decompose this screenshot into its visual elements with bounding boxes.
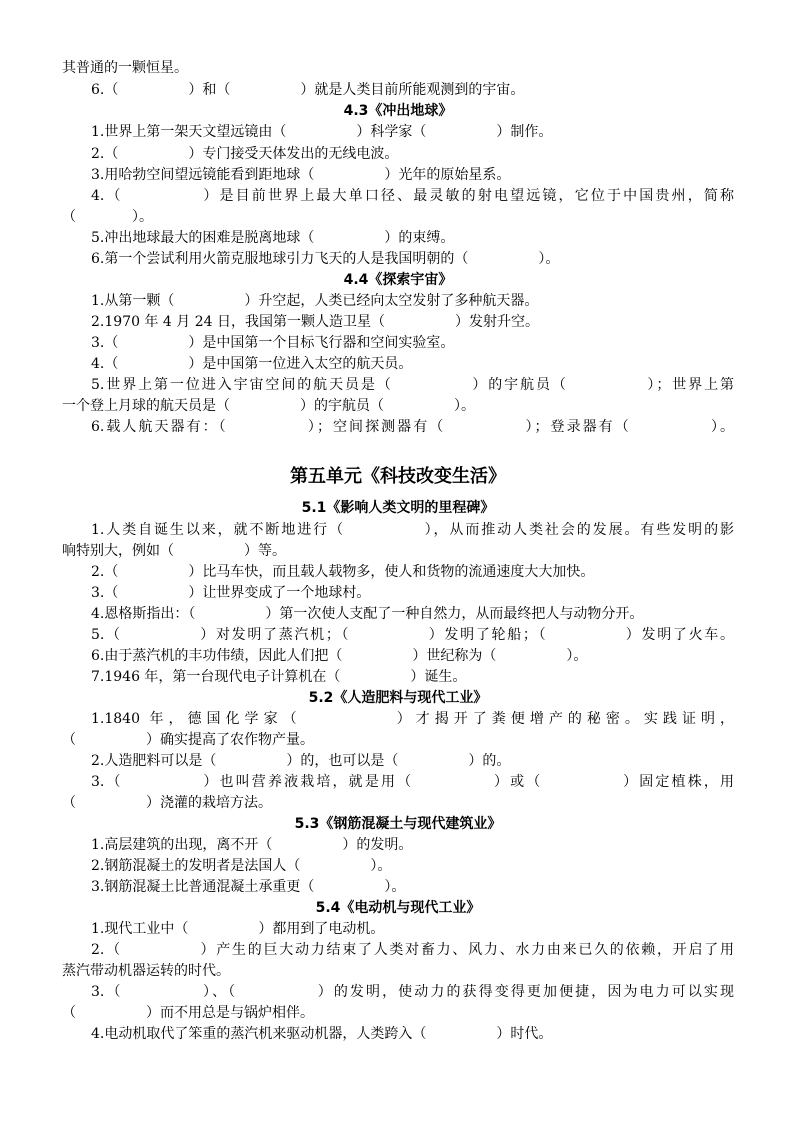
question-4-engels: 4.恩格斯指出：（ ）第一次使人支配了一种自然力，从而最终把人与动物分开。 xyxy=(91,606,644,622)
question-6-spacecraft: 6.载人航天器有：（ ）；空间探测器有（ ）；登录器有（ ）。 xyxy=(91,419,734,435)
question-1-invention: 1.人类自诞生以来，就不断地进行（ ），从而推动人类社会的发展。有些发明的影 xyxy=(91,522,734,538)
question-2-faster: 2.（ ）比马车快，而且载人载物多，使人和货物的流通速度大大加快。 xyxy=(91,564,595,580)
question-2-inventor: 2.钢筋混凝土的发明者是法国人（ ）。 xyxy=(91,858,392,874)
question-1-telescope: 1.世界上第一架天文望远镜由（ ）科学家（ ）制作。 xyxy=(91,124,553,140)
question-3-hubble: 3.用哈勃空间望远镜能看到距地球（ ）光年的原始星系。 xyxy=(91,167,511,183)
question-1-satellite: 1.从第一颗（ ）升空起，人类已经向太空发射了多种航天器。 xyxy=(91,293,539,309)
question-6-ming: 6.第一个尝试利用火箭克服地球引力飞天的人是我国明朝的（ ）。 xyxy=(91,251,560,267)
question-4-continued: （ ）。 xyxy=(62,209,153,225)
question-6-universe: 6.（ ）和（ ）就是人类目前所能观测到的宇宙。 xyxy=(91,82,525,98)
question-2-radio: 2.（ ）专门接受天体发出的无线电波。 xyxy=(91,146,399,162)
question-3-global-village: 3.（ ）让世界变成了一个地球村。 xyxy=(91,585,371,601)
question-1-highrise: 1.高层建筑的出现，离不开（ ）的发明。 xyxy=(91,837,413,853)
section-heading-4-4: 4.4《探索宇宙》 xyxy=(343,272,453,288)
text-line: 其普通的一颗恒星。 xyxy=(62,60,188,76)
question-3-continued: （ ）而不用总是与锅炉相伴。 xyxy=(62,1005,314,1021)
question-2-1970: 2.1970 年 4 月 24 日，我国第一颗人造卫星（ ）发射升空。 xyxy=(91,314,539,330)
question-3-hydroponics: 3.（ ）也叫营养液栽培，就是用（ ）或（ ）固定植株，用 xyxy=(91,774,734,790)
section-heading-4-3: 4.3《冲出地球》 xyxy=(343,103,453,119)
section-heading-5-2: 5.2《人造肥料与现代工业》 xyxy=(308,690,488,706)
question-4-fast: 4.（ ）是目前世界上最大单口径、最灵敏的射电望远镜，它位于中国贵州，简称 xyxy=(91,188,734,204)
question-1-chemist: 1.1840 年，德国化学家（ ）才揭开了粪便增产的秘密。实践证明， xyxy=(91,711,734,727)
question-2-power: 2.（ ）产生的巨大动力结束了人类对畜力、风力、水力由来已久的依赖，开启了用 xyxy=(91,942,734,958)
question-1-continued: （ ）确实提高了农作物产量。 xyxy=(62,732,314,748)
section-heading-5-1: 5.1《影响人类文明的里程碑》 xyxy=(301,500,495,516)
question-5-steam: 5.（ ）对发明了蒸汽机；（ ）发明了轮船；（ ）发明了火车。 xyxy=(91,627,734,643)
question-2-continued: 蒸汽带动机器运转的时代。 xyxy=(62,963,230,979)
question-1-motor: 1.现代工业中（ ）都用到了电动机。 xyxy=(91,921,385,937)
question-3-continued: （ ）浇灌的栽培方法。 xyxy=(62,795,272,811)
question-6-century: 6.由于蒸汽机的丰功伟绩，因此人们把（ ）世纪称为（ ）。 xyxy=(91,648,588,664)
question-5-gravity: 5.冲出地球最大的困难是脱离地球（ ）的束缚。 xyxy=(91,230,455,246)
question-4-astronaut: 4.（ ）是中国第一位进入太空的航天员。 xyxy=(91,356,413,372)
question-3-electricity: 3.（ ）、（ ）的发明，使动力的获得变得更加便捷，因为电力可以实现 xyxy=(91,984,734,1000)
question-5-continued: 一个登上月球的航天员是（ ）的宇航员（ ）。 xyxy=(62,398,475,414)
question-7-computer: 7.1946 年，第一台现代电子计算机在（ ）诞生。 xyxy=(91,669,467,685)
question-2-fertilizer: 2.人造肥料可以是（ ）的，也可以是（ ）的。 xyxy=(91,753,511,769)
question-5-first-space: 5.世界上第一位进入宇宙空间的航天员是（ ）的宇航员（ ）；世界上第 xyxy=(91,377,734,393)
unit-5-title: 第五单元《科技改变生活》 xyxy=(290,466,506,487)
section-heading-5-3: 5.3《钢筋混凝土与现代建筑业》 xyxy=(294,816,502,832)
question-1-continued: 响特别大，例如（ ）等。 xyxy=(62,543,286,559)
question-3-lab: 3.（ ）是中国第一个目标飞行器和空间实验室。 xyxy=(91,335,455,351)
question-3-load: 3.钢筋混凝土比普通混凝土承重更（ ）。 xyxy=(91,879,406,895)
section-heading-5-4: 5.4《电动机与现代工业》 xyxy=(315,900,481,916)
question-4-era: 4.电动机取代了笨重的蒸汽机来驱动机器，人类跨入（ ）时代。 xyxy=(91,1026,553,1042)
